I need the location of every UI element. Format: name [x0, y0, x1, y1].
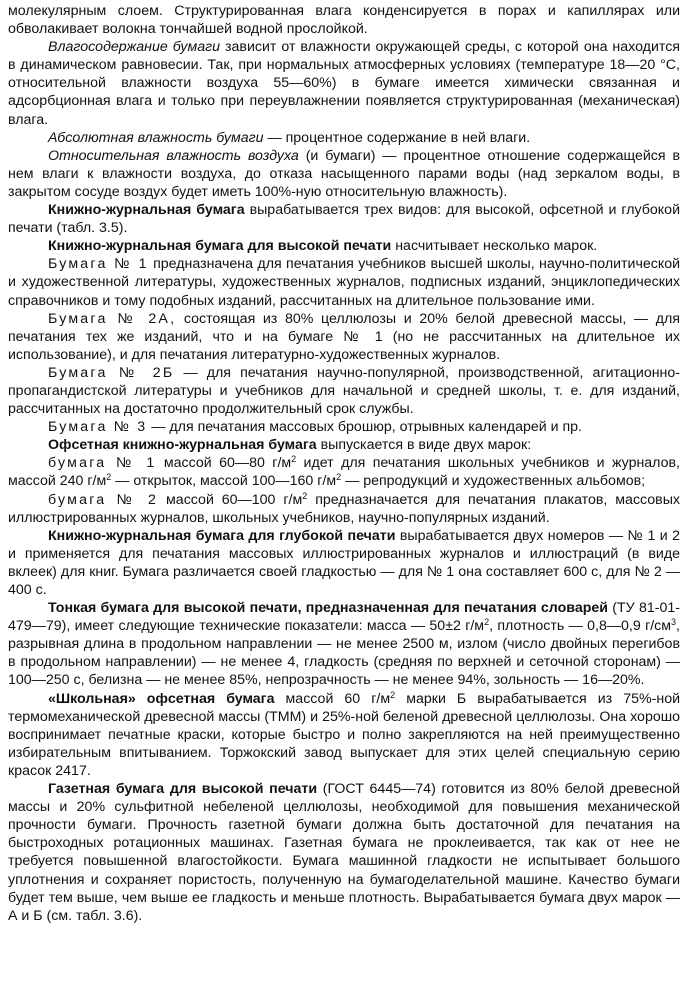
italic-term: Абсолютная влажность бумаги [48, 129, 264, 146]
paragraph-p14 [8, 599, 680, 689]
paragraph-p06 [8, 255, 680, 309]
text-run: — для печатания массовых брошюр, отрывных календарей и пр. [147, 419, 582, 436]
text-run: — процентное содержание в ней влаги. [263, 129, 531, 146]
superscript: 2 [336, 472, 342, 483]
paragraph-p10 [8, 436, 680, 454]
paragraph-p08 [8, 364, 680, 418]
paragraph-p12 [8, 491, 680, 527]
bold-heading: «Школьная» офсетная бумага [48, 690, 275, 707]
bold-heading: Тонкая бумага для высокой печати, предназначенная для печатания словарей [48, 600, 609, 617]
bold-heading: Книжно-журнальная бумага [48, 202, 245, 219]
spaced-term: бумага № 1 [48, 455, 157, 472]
bold-heading: Книжно-журнальная бумага для глубокой печати [48, 527, 396, 544]
text-run: выпускается в виде двух марок: [316, 437, 532, 454]
italic-term: Относительная влажность воздуха [48, 147, 299, 164]
paragraph-p01 [8, 38, 680, 128]
spaced-term: Бумага № 1 [48, 256, 149, 273]
text-run: , плотность — 0,8—0,9 г/см [489, 618, 672, 635]
spaced-term: Бумага № 2Б [48, 364, 175, 381]
paragraph-p09 [8, 418, 680, 436]
text-run: — для печатания научно-популярной, производственной, агитационно-пропагандистской литературы и учебников для начальной и средней школы, т. е. для изданий, рассчитанных на достаточно продолжительный срок службы. [8, 364, 680, 418]
text-run: вырабатывается трех видов: для высокой, офсетной и глубокой печати (табл. 3.5). [8, 202, 680, 237]
paragraph-p05 [8, 237, 680, 255]
text-run: (и бумаги) — процентное отношение содержащейся в нем влаги к влажности воздуха, до отказа насыщенного парами воды (над зеркалом воды, в закрытом сосуде воздух будет иметь 100%-ную относительную влажность). [8, 147, 680, 200]
text-run: молекулярным слоем. Структурированная влага конденсируется в порах и капиллярах или обволакивает волокна тончайшей водной прослойкой. [8, 3, 680, 38]
text-run: массой 60—80 г/м [156, 455, 292, 472]
text-run: вырабатывается двух номеров — № 1 и 2 и применяется для печатания массовых иллюстрированных журналов и иллюстраций (в виде вклеек) для книг. Бумага различается своей гладкостью — для № 1 она составляет 600 с, для № 2 — 400 с. [8, 527, 681, 598]
superscript: 2 [302, 490, 308, 501]
text-run: массой 60 г/м [274, 690, 391, 707]
text-run: — репродукций и художественных альбомов; [341, 473, 646, 490]
paragraph-p04 [8, 201, 680, 237]
text-run: массой 60—100 г/м [158, 491, 303, 508]
text-run: (ТУ 81-01-479—79), имеет следующие технические показатели: масса — 50±2 г/м [8, 600, 680, 635]
text-run: предназначается для печатания плакатов, массовых иллюстрированных журналов, школьных учебников, научно-популярных изданий. [8, 491, 681, 526]
paragraph-p13 [8, 527, 680, 599]
superscript: 2 [291, 454, 297, 465]
superscript: 3 [671, 617, 677, 628]
text-run: , разрывная длина в продольном направлении — не менее 2500 м, излом (число двойных перегибов в продольном направлении) — не менее 4, гладкость (средняя по верхней и сеточной сторонам) — 100—250 с, белизна — не менее 85%, непрозрачность — не менее 94%, зольность — 16—20%. [8, 618, 680, 689]
spaced-term: Бумага № 2А, [48, 310, 177, 327]
paragraph-p02 [8, 129, 680, 147]
paragraph-p00 [8, 2, 680, 38]
text-run: (ГОСТ 6445—74) готовится из 80% белой древесной массы и 20% сульфитной небеленой целлюлозы, необходимой для повышения механической прочности бумаги. Прочность газетной бумаги должна быть достаточной для печатания на быстроходных ротационных машинах. Газетная бумага не проклеивается, так как от нее не требуется повышенной влагостойкости. Бумага машинной гладкости не испытывает большого уплотнения и сохраняет пористость, полученную на бумагоделательной машине. Качество бумаги будет тем выше, чем выше ее гладкость и меньше плотность. Вырабатывается бумага двух марок — А и Б (см. табл. 3.6). [8, 781, 680, 924]
superscript: 2 [390, 689, 396, 700]
superscript: 2 [484, 617, 490, 628]
paragraph-p03 [8, 147, 680, 201]
paragraph-p16 [8, 780, 680, 925]
text-run: марки Б вырабатывается из 75%-ной термомеханической древесной массы (ТММ) и 25%-ной беленой древесной целлюлозы. Она хорошо воспринимает печатные краски, которые быстро и полно закрепляются на ней преимущественно избирательным впитыванием. Торжокский завод выпускает для этих целей специальную серию красок 2417. [8, 690, 681, 779]
text-run: предназначена для печатания учебников высшей школы, научно-политической и художественной литературы, художественных журналов, подписных изданий, энциклопедических справочников и тому подобных изданий, рассчитанных на длительное пользование ими. [8, 256, 681, 309]
bold-heading: Газетная бумага для высокой печати [48, 781, 318, 798]
paragraph-p07 [8, 310, 680, 364]
paragraph-p15 [8, 690, 680, 780]
superscript: 2 [106, 472, 112, 483]
spaced-term: бумага № 2 [48, 491, 159, 508]
bold-heading: Офсетная книжно-журнальная бумага [48, 437, 317, 454]
text-run: насчитывает несколько марок. [391, 238, 598, 255]
text-run: зависит от влажности окружающей среды, с которой она находится в динамическом равновесии. Так, при нормальных атмосферных условиях (температуре 18—20 °С, относительной влажности воздуха 55—60%) в бумаге имеется химически связанная и адсорбционная влага и только при переувлажнении появляется структурированная (механическая) влага. [8, 39, 680, 128]
text-run: состоящая из 80% целлюлозы и 20% белой древесной массы, — для печатания тех же изданий, что и на бумаге № 1 (но не рассчитанных на длительное их использование), и для печатания литературно-художественных журналов. [8, 310, 680, 363]
text-run: идет для печатания школьных учебников и журналов, массой 240 г/м [8, 455, 680, 490]
spaced-term: Бумага № 3 [48, 419, 148, 436]
text-run: — открыток, массой 100—160 г/м [111, 473, 337, 490]
italic-term: Влагосодержание бумаги [48, 39, 221, 56]
paragraph-p11 [8, 454, 680, 490]
bold-heading: Книжно-журнальная бумага для высокой печати [48, 238, 392, 255]
